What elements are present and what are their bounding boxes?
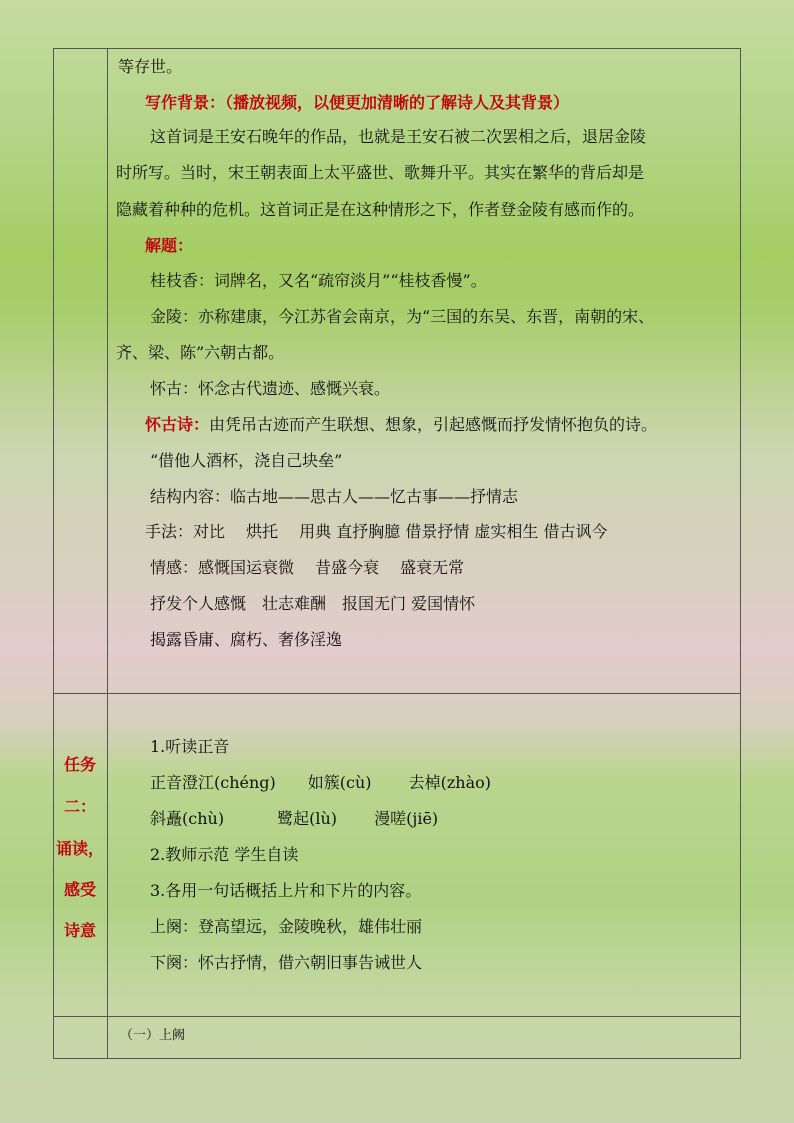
text-line: 这首词是王安石晚年的作品，也就是王安石被二次罢相之后，退居金陵 xyxy=(150,127,647,146)
text-line: 下阕：怀古抒情，借六朝旧事告诫世人 xyxy=(150,953,423,972)
table-border-left xyxy=(53,48,54,1059)
text-line: 怀古：怀念古代遗迹、感慨兴衰。 xyxy=(150,379,391,398)
table-border-top xyxy=(53,48,741,49)
pronunciation-line: 正音澄江(chéng) 如簇(cù) 去棹(zhào) xyxy=(150,773,491,792)
table-column-divider xyxy=(107,48,108,1059)
task-label-line: 感受 xyxy=(63,880,96,899)
text-line: 上阕：登高望远，金陵晚秋，雄伟壮丽 xyxy=(150,917,423,936)
text-line: 隐藏着种种的危机。这首词正是在这种情形之下，作者登金陵有感而作的。 xyxy=(116,200,645,219)
table-border-right xyxy=(740,48,741,1059)
text-line: 3.各用一句话概括上片和下片的内容。 xyxy=(150,881,422,900)
text-line: “借他人酒杯，浇自己块垒” xyxy=(150,451,343,470)
text-line: 手法：对比 烘托 用典 直抒胸臆 借景抒情 虚实相生 借古讽今 xyxy=(145,522,608,541)
text-line: 抒发个人感慨 壮志难酬 报国无门 爱国情怀 xyxy=(150,594,476,613)
text-line: 揭露昏庸、腐朽、奢侈淫逸 xyxy=(150,630,343,649)
text-line: 金陵：亦称建康，今江苏省会南京，为“三国的东吴、东晋，南朝的宋、 xyxy=(150,307,655,326)
text-line: 2.教师示范 学生自读 xyxy=(150,845,299,864)
pronunciation-line: 斜矗(chù) 鹭起(lù) 漫嗟(jiē) xyxy=(150,809,439,828)
text-line xyxy=(145,415,657,435)
task-label-line: 诗意 xyxy=(63,921,96,940)
task-label-line: 任务 xyxy=(63,755,96,774)
text-line: 等存世。 xyxy=(118,57,183,76)
text-line: 结构内容：临古地——思古人——忆古事——抒情志 xyxy=(150,487,519,506)
table-row-divider xyxy=(53,1016,741,1017)
huaigushi-label: 怀古诗： xyxy=(145,415,210,434)
table-row-divider xyxy=(53,693,741,694)
text-line: 齐、梁、陈”六朝古都。 xyxy=(116,343,285,362)
huaigushi-text: 由凭吊古迹而产生联想、想象，引起感慨而抒发情怀抱负的诗。 xyxy=(209,415,658,434)
table-border-bottom xyxy=(53,1058,741,1059)
text-line: 时所写。当时，宋王朝表面上太平盛世、歌舞升平。其实在繁华的背后却是 xyxy=(116,163,645,182)
task-label-line: 二： xyxy=(63,797,96,816)
text-line: 情感：感慨国运衰微 昔盛今衰 盛衰无常 xyxy=(150,558,465,577)
jieti-heading: 解题： xyxy=(145,236,194,255)
text-line: 1.听读正音 xyxy=(150,737,230,756)
task-label-line: 诵读， xyxy=(55,839,104,858)
background-heading: 写作背景：（播放视频，以便更加清晰的了解诗人及其背景） xyxy=(145,93,570,112)
section-heading: （一）上阙 xyxy=(120,1028,186,1043)
text-line: 桂枝香：词牌名，又名“疏帘淡月”“桂枝香慢”。 xyxy=(150,271,487,290)
